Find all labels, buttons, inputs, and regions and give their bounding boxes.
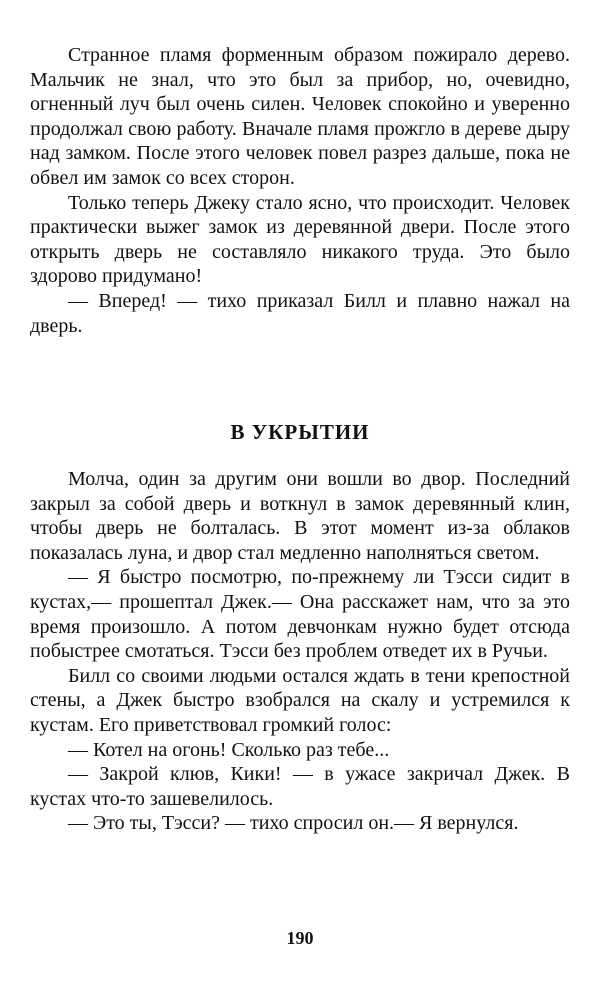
- paragraph: Только теперь Джеку стало ясно, что происходит. Человек практически выжег замок из деревянной двери. После этого открыть дверь не составляло никакого труда. Это было здорово придумано!: [30, 191, 570, 288]
- dialogue-paragraph: — Закрой клюв, Кики! — в ужасе закричал Джек. В кустах что-то зашевелилось.: [30, 763, 570, 810]
- section-text-top: [30, 43, 570, 338]
- chapter-heading: В УКРЫТИИ: [230, 420, 370, 444]
- paragraph: Молча, один за другим они вошли во двор. Последний закрыл за собой дверь и воткнул в замок деревянный клин, чтобы дверь не болталась. В этот момент из-за облаков показалась луна, и двор стал медленно наполняться светом.: [30, 468, 570, 564]
- paragraph: Билл со своими людьми остался ждать в тени крепостной стены, а Джек быстро взобрался на скалу и устремился к кустам. Его приветствовал громкий голос:: [30, 664, 570, 736]
- paragraph: Странное пламя форменным образом пожирало дерево. Мальчик не знал, что это был за прибор, но, очевидно, огненный луч был очень силен. Человек спокойно и уверенно продолжал свою работу. Вначале пламя прожгло в дереве дыру над замком. После этого человек повел разрез дальше, пока не обвел им замок со всех сторон.: [30, 44, 570, 189]
- page-number: 190: [286, 928, 314, 948]
- dialogue-paragraph: — Котел на огонь! Сколько раз тебе...: [68, 738, 390, 761]
- dialogue-paragraph: — Это ты, Тэсси? — тихо спросил он.— Я вернулся.: [68, 812, 519, 835]
- dialogue-paragraph: — Я быстро посмотрю, по-прежнему ли Тэсси сидит в кустах,— прошептал Джек.— Она расскажет нам, что за это время произошло. А потом девчонкам нужно будет отсюда побыстрее смотаться. Тэсси без проблем отведет их в Ручьи.: [30, 566, 570, 663]
- section-text-bottom: [30, 467, 570, 836]
- dialogue-paragraph: — Вперед! — тихо приказал Билл и плавно нажал на дверь.: [30, 289, 570, 337]
